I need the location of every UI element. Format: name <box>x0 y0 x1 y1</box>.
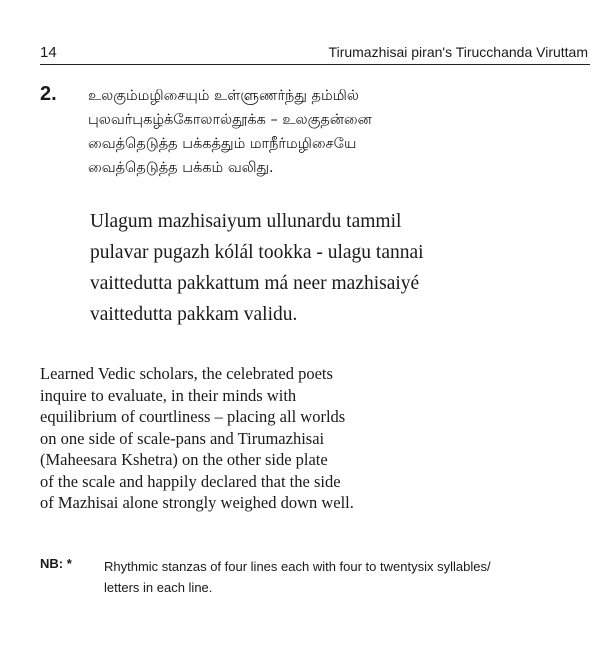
transliteration-line: vaitteduttа pakkam validu. <box>90 304 298 325</box>
translation-line: on one side of scale-pans and Tirumazhisai <box>40 428 325 448</box>
verse-number: 2. <box>40 83 57 105</box>
running-title: Tirumazhisai piran's Tirucchanda Viruttam <box>328 44 588 60</box>
header-rule <box>40 64 590 65</box>
translation-line: of Mazhisai alone strongly weighed down well. <box>40 493 354 512</box>
transliteration-line: Ulagum mazhisaiyum ullunardu tammil <box>90 211 402 232</box>
transliteration-line: vaitteduttа pakkattum má neer mazhisaiyé <box>90 273 420 294</box>
tamil-line: புலவர்புகழ்க்கோலால்தூக்க – உலகுதன்னை <box>88 112 372 128</box>
note-line: Rhythmic stanzas of four lines each with four to twentysix syllables/ <box>104 559 491 574</box>
page-number: 14 <box>40 44 57 61</box>
transliteration-line: pulavar pugazh kólál tookka - ulagu tannai <box>90 242 424 263</box>
translation <box>40 363 354 514</box>
tamil-line: வைத்தெடுத்த பக்கம் வலிது. <box>88 160 274 176</box>
translation-line: equilibrium of courtliness – placing all worlds <box>40 407 346 426</box>
note-line: letters in each line. <box>104 580 213 595</box>
note-text <box>104 556 590 598</box>
note-label: NB: * <box>40 556 72 571</box>
tamil-line: வைத்தெடுத்த பக்கத்தும் மாநீர்மழிசையே <box>88 136 357 152</box>
transliteration <box>90 206 424 330</box>
translation-line: inquire to evaluate, in their minds with <box>40 385 297 405</box>
translation-line: Learned Vedic scholars, the celebrated poets <box>40 364 333 383</box>
tamil-line: உலகும்மழிசையும் உள்ளுணர்ந்து தம்மில் <box>88 88 359 104</box>
translation-line: of the scale and happily declared that the side <box>40 471 341 491</box>
tamil-verse <box>88 84 372 180</box>
translation-line: (Maheesara Kshetra) on the other side plate <box>40 450 328 469</box>
